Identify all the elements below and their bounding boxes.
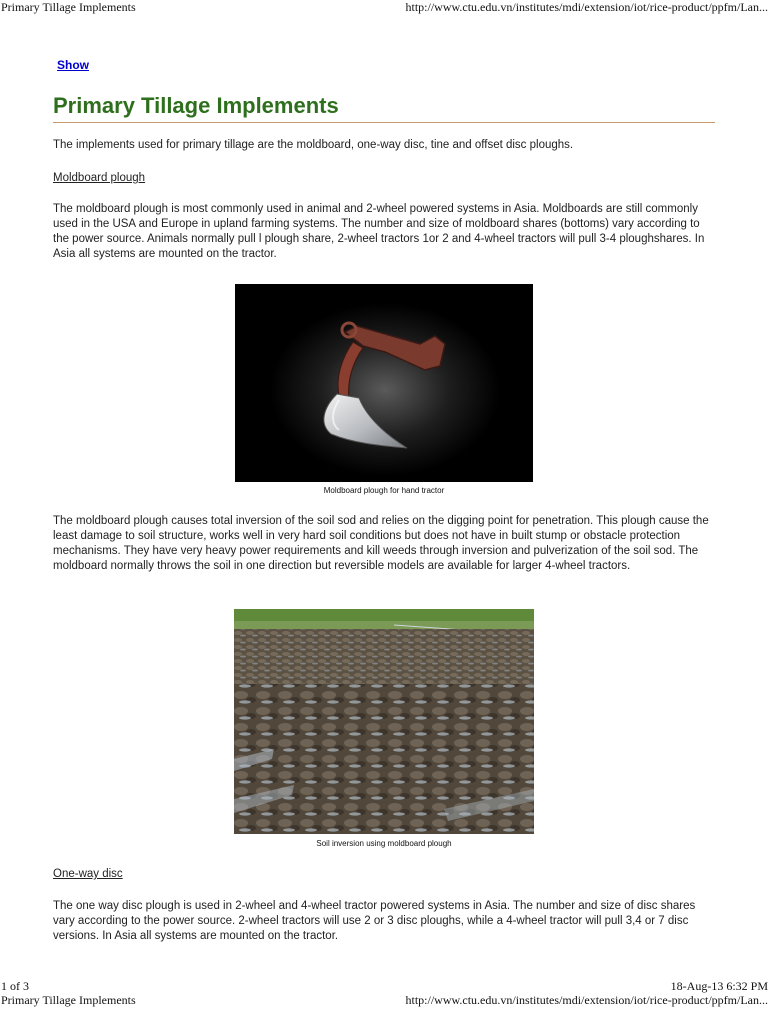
print-footer <box>0 979 768 993</box>
show-link[interactable]: Show <box>57 58 89 72</box>
print-datetime: 18-Aug-13 6:32 PM <box>670 979 768 993</box>
print-header-url-bottom: http://www.ctu.edu.vn/institutes/mdi/extension/iot/rice-product/ppfm/Lan... <box>405 993 768 1007</box>
page-title: Primary Tillage Implements <box>53 93 339 118</box>
print-header-url: http://www.ctu.edu.vn/institutes/mdi/extension/iot/rice-product/ppfm/Lan... <box>405 0 768 14</box>
print-header-title: Primary Tillage Implements <box>1 0 136 14</box>
moldboard-paragraph-1: The moldboard plough is most commonly used in animal and 2-wheel powered systems in Asia. Moldboards are still commonly used in the USA and Europe in upland farming systems. The number and size of moldboard shares (bottoms) vary according to the power source. Animals normally pull l plough share, 2-wheel tractors 1or 2 and 4-wheel tractors will pull 3-4 ploughshares. In Asia all systems are mounted on the tractor. <box>53 203 705 260</box>
figure-2-caption: Soil inversion using moldboard plough <box>316 839 452 848</box>
moldboard-paragraph-2: The moldboard plough causes total inversion of the soil sod and relies on the digging point for penetration. This plough cause the least damage to soil structure, works well in very hard soil conditions but does not have in built stump or obstacle protection mechanisms. They have very heavy power requirements and kill weeds through inversion and pulverization of the soil sod. The moldboard normally throws the soil in one direction but reversible models are available for larger 4-wheel tractors. <box>53 515 709 572</box>
soil-inversion-image <box>234 609 534 834</box>
print-header-top <box>0 0 768 14</box>
moldboard-plough-image <box>235 284 533 482</box>
title-divider <box>53 122 715 123</box>
page-number: 1 of 3 <box>1 979 29 993</box>
oneway-disc-paragraph: The one way disc plough is used in 2-wheel and 4-wheel tractor powered systems in Asia. The number and size of disc shares vary according to the power source. 2-wheel tractors will use 2 or 3 disc ploughs, while a 4-wheel tractor will pull 3,4 or 7 disc versions. In Asia all systems are mounted on the tractor. <box>53 900 696 942</box>
print-header-bottom <box>0 993 768 1007</box>
figure-1-caption: Moldboard plough for hand tractor <box>323 486 445 495</box>
intro-paragraph: The implements used for primary tillage are the moldboard, one-way disc, tine and offset disc ploughs. <box>53 139 574 151</box>
moldboard-heading: Moldboard plough <box>53 172 146 184</box>
oneway-disc-heading: One-way disc <box>53 868 123 880</box>
print-header-title-bottom: Primary Tillage Implements <box>1 993 136 1007</box>
